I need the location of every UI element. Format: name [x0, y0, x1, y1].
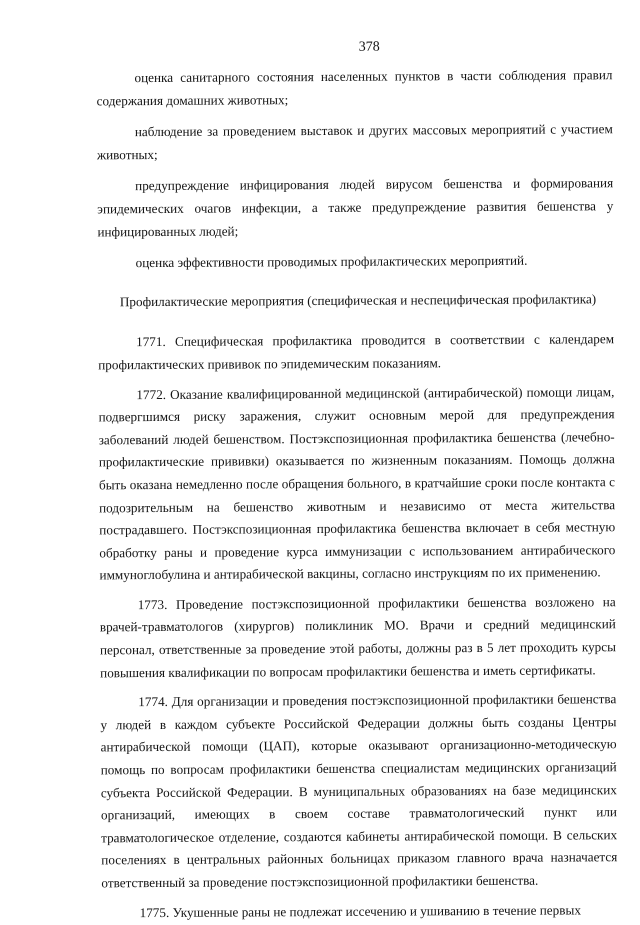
paragraph-infection-prevention: предупреждение инфицирования людей вирусом бешенства и формирования эпидемических очагов инфекции, а также предупреждение развития бешенства у инфицированных людей; [97, 175, 614, 239]
item-1774: 1774. Для организации и проведения постэкспозиционной профилактики бешенства у людей в каждом субъекте Российской Федерации должны быть созданы Центры антирабической помощи (ЦАП), которые оказывают организационно-методическую помощь по вопросам профилактики бешенства специалистам медицинских организаций субъекта Российской Федерации. В муниципальных образованиях на базе медицинских организаций, имеющих в своем составе травматологический пункт или травматологическое отделение, создаются кабинеты антирабической помощи. В сельских поселениях в центральных районных больницах приказом главного врача назначается ответственный за проведение постэкспозиционной профилактики бешенства. [100, 691, 618, 891]
page-number: 378 [358, 39, 380, 55]
item-1773: 1773. Проведение постэкспозиционной профилактики бешенства возложено на врачей-травматологов (хирургов) поликлиник МО. Врачи и средний медицинский персонал, ответственные за проведение этой работы, должны раз в 5 лет проходить курсы повышения квалификации по вопросам профилактики бешенства и иметь сертификаты. [99, 594, 617, 681]
paragraph-sanitary-assessment: оценка санитарного состояния населенных пунктов в части соблюдения правил содержания домашних животных; [96, 67, 613, 108]
paragraph-exhibitions-monitoring: наблюдение за проведением выставок и других массовых мероприятий с участием животных; [96, 121, 613, 163]
item-1772: 1772. Оказание квалифицированной медицинской (антирабической) помощи лицам, подвергшимся риску заражения, служит основным мерой для предупреждения заболеваний людей бешенством. Постэкспозиционная профилактика бешенства (лечебно-профилактические прививки) оказывается по жизненным показаниям. Помощь должна быть оказана немедленно после обращения больного, в кратчайшие сроки после контакта с подозрительным на бешенство животным и независимо от места жительства пострадавшего. Постэкспозиционная профилактика бешенства включает в себя местную обработку раны и проведение курса иммунизации с использованием антирабического иммуноглобулина и антирабической вакцины, согласно инструкциям по их применению. [98, 383, 616, 583]
paragraph-effectiveness-assessment: оценка эффективности проводимых профилактических мероприятий. [135, 252, 528, 271]
item-1775: 1775. Укушенные раны не подлежат иссечению и ушиванию в течение первых [139, 902, 581, 920]
item-1771: 1771. Специфическая профилактика проводится в соответствии с календарем профилактических прививок по эпидемическим показаниям. [98, 331, 615, 373]
section-heading: Профилактические мероприятия (специфическая и неспецифическая профилактика) [119, 291, 597, 309]
